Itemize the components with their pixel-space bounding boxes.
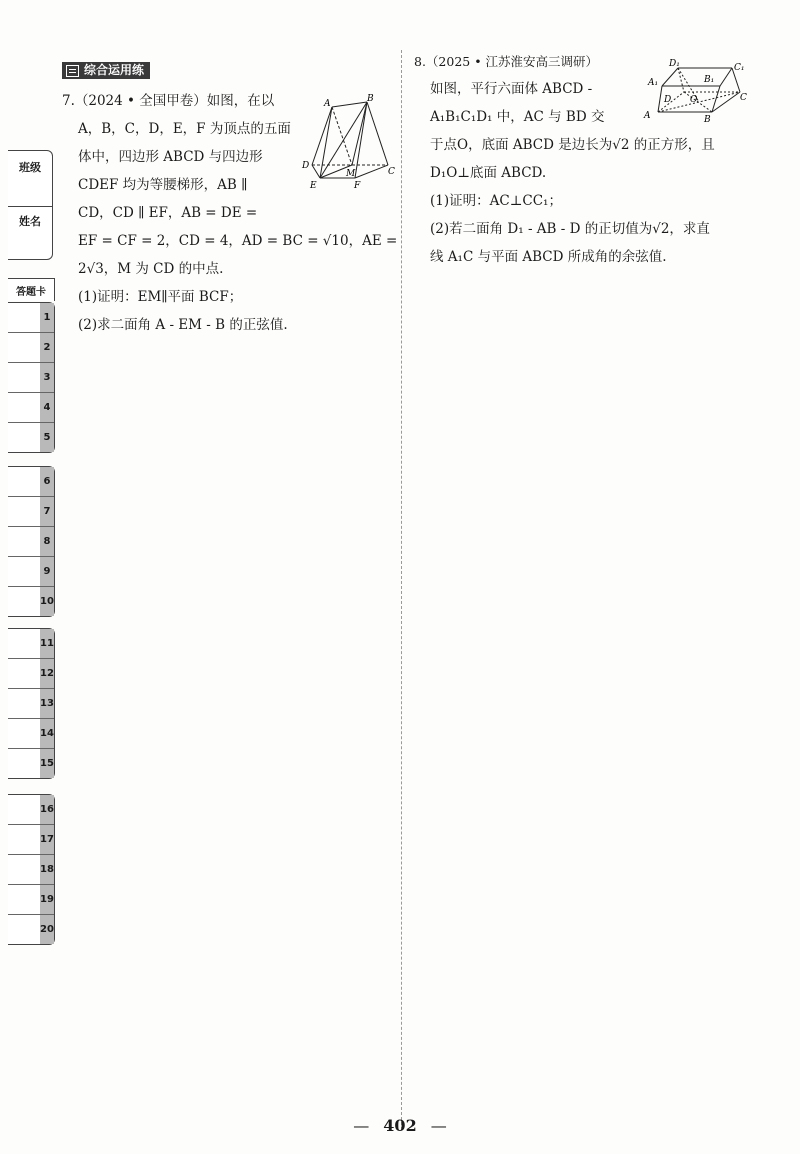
answer-row[interactable]	[8, 362, 54, 392]
section-badge	[62, 62, 150, 79]
q7-label-D: D	[302, 161, 310, 171]
answer-group	[8, 628, 55, 779]
q8-line: (2)若二面角 D₁ - AB - D 的正切值为√2，求直	[430, 221, 710, 237]
answer-row[interactable]	[8, 748, 54, 778]
q8-label-D: D	[664, 95, 672, 105]
answer-row[interactable]	[8, 688, 54, 718]
q7-line: 体中，四边形 ABCD 与四边形	[78, 149, 263, 165]
answer-row[interactable]	[8, 824, 54, 854]
section-title: 综合运用练	[84, 63, 145, 77]
answer-number: 18	[40, 855, 54, 884]
q8-label-B1: B₁	[704, 75, 715, 85]
page-number: — 402 —	[353, 1116, 447, 1135]
q8-label-C: C	[740, 93, 747, 103]
answer-number: 12	[40, 659, 54, 688]
q8-label-C1: C₁	[734, 63, 745, 73]
answer-row[interactable]	[8, 914, 54, 944]
answer-number: 5	[40, 423, 54, 452]
answer-group	[8, 302, 55, 453]
answer-number: 16	[40, 795, 54, 824]
answer-row[interactable]	[8, 718, 54, 748]
q8-line: A₁B₁C₁D₁ 中，AC 与 BD 交	[430, 109, 605, 125]
q8-line: 如图，平行六面体 ABCD -	[430, 81, 593, 97]
q8-line: (1)证明：AC⊥CC₁；	[430, 193, 562, 209]
q8-label-D1: D₁	[669, 59, 680, 69]
class-field[interactable]	[8, 150, 53, 208]
answer-row[interactable]	[8, 795, 54, 824]
q7-label-F: F	[354, 181, 361, 191]
answer-row[interactable]	[8, 854, 54, 884]
answer-number: 2	[40, 333, 54, 362]
q7-line: 2√3，M 为 CD 的中点.	[78, 261, 224, 277]
page-number-value: 402	[383, 1116, 417, 1135]
q7-line: CD，CD ∥ EF，AB = DE =	[78, 205, 258, 221]
answer-card-label: 答题卡	[8, 278, 55, 301]
q8-line: 8.（2025 • 江苏淮安高三调研）	[414, 54, 599, 69]
q8-line: 线 A₁C 与平面 ABCD 所成角的余弦值.	[430, 249, 667, 265]
q7-line: 7.（2024 • 全国甲卷）如图，在以	[62, 93, 275, 109]
answer-group	[8, 466, 55, 617]
answer-number: 6	[40, 467, 54, 496]
answer-number: 7	[40, 497, 54, 526]
q8-line: D₁O⊥底面 ABCD.	[430, 165, 547, 181]
q7-line: EF = CF = 2，CD = 4，AD = BC = √10，AE =	[78, 233, 398, 249]
q7-figure	[300, 92, 400, 192]
answer-row[interactable]	[8, 884, 54, 914]
answer-number: 1	[40, 303, 54, 332]
q7-label-M: M	[346, 169, 356, 179]
answer-number: 4	[40, 393, 54, 422]
answer-row[interactable]	[8, 467, 54, 496]
answer-number: 19	[40, 885, 54, 914]
answer-number: 9	[40, 557, 54, 586]
name-field[interactable]	[8, 206, 53, 260]
answer-number: 10	[40, 587, 54, 616]
answer-row[interactable]	[8, 556, 54, 586]
q7-line: (1)证明：EM∥平面 BCF；	[78, 289, 243, 305]
answer-group	[8, 794, 55, 945]
answer-row[interactable]	[8, 496, 54, 526]
list-icon	[66, 65, 79, 77]
answer-row[interactable]	[8, 303, 54, 332]
q7-label-E: E	[310, 181, 317, 191]
answer-number: 14	[40, 719, 54, 748]
answer-row[interactable]	[8, 658, 54, 688]
answer-row[interactable]	[8, 629, 54, 658]
q7-label-C: C	[388, 167, 395, 177]
q8-label-A: A	[644, 111, 651, 121]
q7-line: A，B，C，D，E，F 为顶点的五面	[78, 121, 291, 137]
q8-figure	[640, 56, 752, 122]
q8-label-O: O	[690, 95, 698, 105]
q8-label-A1: A₁	[648, 78, 659, 88]
column-divider	[401, 50, 402, 1130]
answer-number: 17	[40, 825, 54, 854]
q7-line: (2)求二面角 A - EM - B 的正弦值.	[78, 317, 288, 333]
answer-row[interactable]	[8, 586, 54, 616]
class-label: 班级	[19, 161, 41, 174]
q8-line: 于点O，底面 ABCD 是边长为√2 的正方形，且	[430, 137, 715, 153]
name-label: 姓名	[19, 215, 41, 228]
q7-label-B: B	[367, 94, 374, 104]
q8-label-B: B	[704, 115, 711, 122]
answer-number: 3	[40, 363, 54, 392]
answer-number: 15	[40, 749, 54, 778]
answer-number: 8	[40, 527, 54, 556]
answer-row[interactable]	[8, 332, 54, 362]
q7-line: CDEF 均为等腰梯形，AB ∥	[78, 177, 248, 193]
answer-number: 11	[40, 629, 54, 658]
answer-row[interactable]	[8, 392, 54, 422]
answer-number: 13	[40, 689, 54, 718]
answer-number: 20	[40, 915, 54, 944]
answer-row[interactable]	[8, 526, 54, 556]
q7-label-A: A	[324, 99, 331, 109]
answer-row[interactable]	[8, 422, 54, 452]
